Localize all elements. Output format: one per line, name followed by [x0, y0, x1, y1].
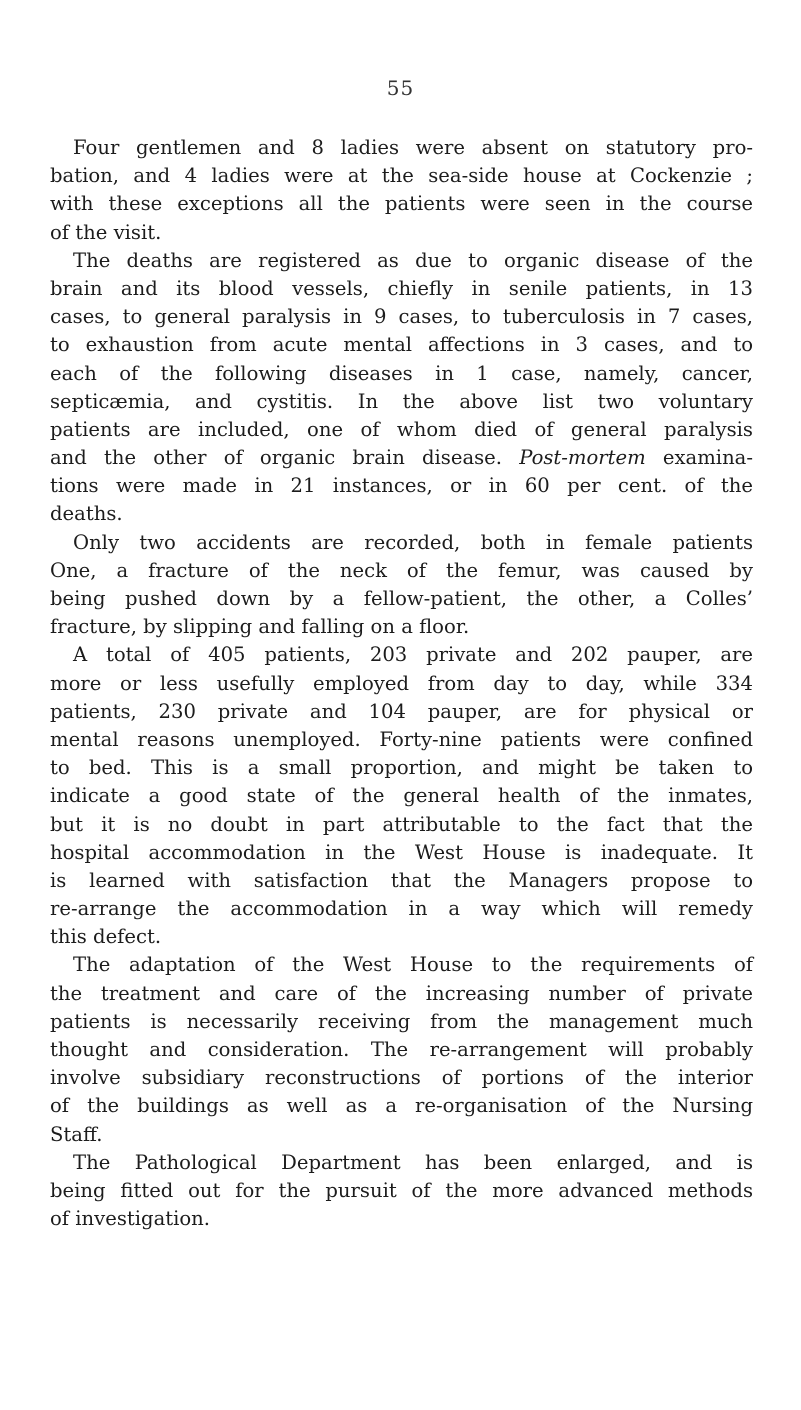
text-line: of investigation. [50, 1207, 211, 1231]
text-line: more or less usefully employed from day to day, while 334 [50, 671, 753, 695]
text-line: A total of 405 patients, 203 private and 202 pauper, are [73, 643, 753, 667]
text-line-mixed [50, 444, 753, 472]
text-line: indicate a good state of the general health of the inmates, [50, 784, 753, 808]
paragraph-6 [50, 1149, 753, 1234]
text-line: involve subsidiary reconstructions of portions of the interior [50, 1066, 753, 1090]
text-line: mental reasons unemployed. Forty-nine patients were confined [50, 727, 753, 751]
page-number: 55 [386, 76, 415, 100]
paragraph-4 [50, 641, 753, 951]
text-line: patients, 230 private and 104 pauper, are for physical or [50, 699, 753, 723]
text-line: deaths. [50, 502, 123, 526]
text-line: thought and consideration. The re-arrangement will probably [50, 1038, 753, 1061]
text-line: is learned with satisfaction that the Managers propose to [50, 868, 753, 892]
text-line: Only two accidents are recorded, both in female patients [73, 530, 753, 554]
text-segment: examina- [645, 446, 753, 470]
text-line: Staff. [50, 1122, 103, 1146]
text-line: being fitted out for the pursuit of the more advanced methods [50, 1178, 753, 1202]
text-line: of the buildings as well as a re-organisation of the Nursing [50, 1094, 753, 1118]
text-line: fracture, by slipping and falling on a floor. [50, 615, 470, 639]
text-line: bation, and 4 ladies were at the sea-side house at Cockenzie ; [50, 164, 753, 188]
text-line: cases, to general paralysis in 9 cases, to tuberculosis in 7 cases, [50, 305, 753, 329]
text-line: patients is necessarily receiving from the management much [50, 1009, 753, 1033]
text-line: brain and its blood vessels, chiefly in senile patients, in 13 [50, 276, 753, 300]
paragraph-2 [50, 247, 753, 529]
text-line: tions were made in 21 instances, or in 60 per cent. of the [50, 474, 753, 498]
text-line: with these exceptions all the patients were seen in the course [50, 192, 753, 216]
text-line: this defect. [50, 925, 162, 949]
text-line: being pushed down by a fellow-patient, the other, a Colles’ [50, 587, 753, 610]
text-line: The Pathological Department has been enlarged, and is [73, 1150, 753, 1174]
text-line: The adaptation of the West House to the requirements of [73, 953, 753, 977]
italic-term: Post-mortem [519, 446, 646, 470]
text-line: hospital accommodation in the West House is inadequate. It [50, 840, 753, 864]
text-line: to bed. This is a small proportion, and might be taken to [50, 756, 753, 780]
paragraph-1 [50, 134, 753, 247]
text-line: of the visit. [50, 220, 162, 244]
paragraph-3 [50, 529, 753, 642]
text-line: to exhaustion from acute mental affections in 3 cases, and to [50, 333, 753, 357]
body-text [50, 134, 753, 1233]
text-line: Four gentlemen and 8 ladies were absent on statutory pro- [73, 136, 753, 159]
text-line: The deaths are registered as due to organic disease of the [73, 248, 753, 272]
text-line: re-arrange the accommodation in a way which will remedy [50, 897, 753, 921]
text-line: patients are included, one of whom died of general paralysis [50, 417, 753, 441]
text-line: but it is no doubt in part attributable to the fact that the [50, 812, 753, 836]
text-line: septicæmia, and cystitis. In the above list two voluntary [50, 389, 753, 413]
text-line: each of the following diseases in 1 case, namely, cancer, [50, 361, 753, 385]
text-line: the treatment and care of the increasing number of private [50, 981, 753, 1005]
text-line: One, a fracture of the neck of the femur, was caused by [50, 558, 753, 582]
paragraph-5 [50, 951, 753, 1148]
text-segment: and the other of organic brain disease. [50, 446, 503, 470]
